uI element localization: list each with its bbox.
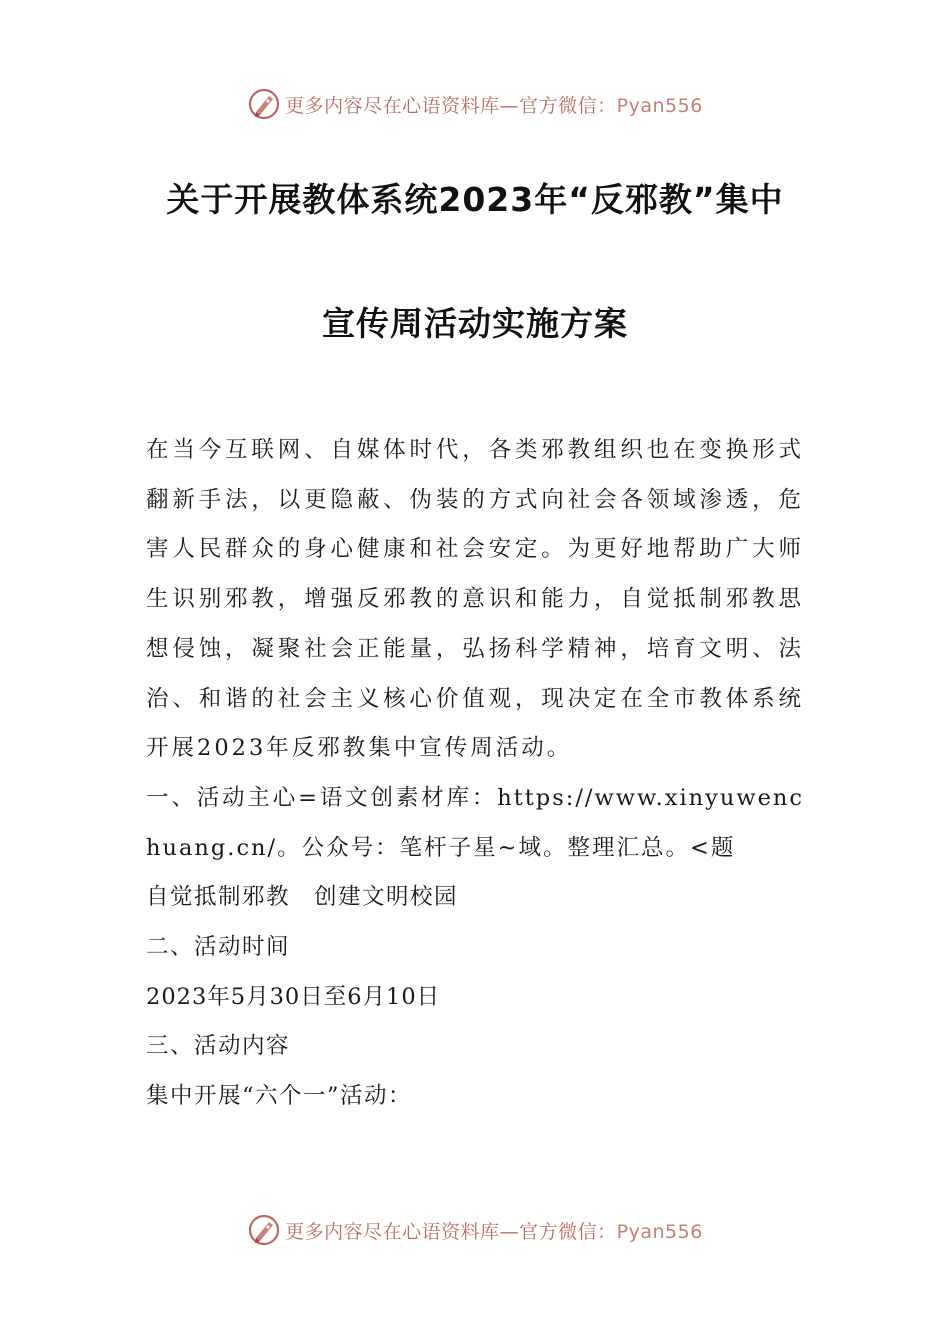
watermark-wechat-id: Pyan556: [616, 1220, 703, 1243]
watermark-wechat-id: Pyan556: [616, 94, 703, 117]
watermark-text: 更多内容尽在心语资料库—官方微信：Pyan556: [285, 1220, 703, 1243]
section-3-intro: 集中开展“六个一”活动：: [146, 1083, 413, 1110]
watermark-footer: [0, 1210, 950, 1250]
pen-nib-logo-icon: [247, 87, 281, 121]
activity-date-range: 2023年5月30日至6月10日: [146, 983, 441, 1010]
section-1-heading: 一、活动主心=语文创素材库：https://www.xinyuwenchuang.cn/。公众号：笔杆子星~域。整理汇总。<题: [146, 784, 804, 861]
document-title-line-1: 关于开展教体系统2023年“反邪教”集中: [166, 180, 784, 219]
document-title-line-2: 宣传周活动实施方案: [322, 304, 628, 343]
section-3-heading: 三、活动内容: [146, 1033, 291, 1060]
intro-paragraph: 在当今互联网、自媒体时代，各类邪教组织也在变换形式翻新手法，以更隐蔽、伪装的方式向社会各领域渗透，危害人民群众的身心健康和社会安定。为更好地帮助广大师生识别邪教，增强反邪教的意识和能力，自觉抵制邪教思想侵蚀，凝聚社会正能量，弘扬科学精神，培育文明、法治、和谐的社会主义核心价值观，现决定在全市教体系统开展2023年反邪教集中宣传周活动。: [146, 437, 804, 762]
activity-theme: 自觉抵制邪教 创建文明校园: [146, 884, 459, 911]
pen-nib-logo-icon: [247, 1213, 281, 1247]
watermark-text: 更多内容尽在心语资料库—官方微信：Pyan556: [285, 94, 703, 117]
document-body: [146, 426, 804, 1122]
watermark-header: [0, 84, 950, 124]
section-2-heading: 二、活动时间: [146, 934, 291, 961]
